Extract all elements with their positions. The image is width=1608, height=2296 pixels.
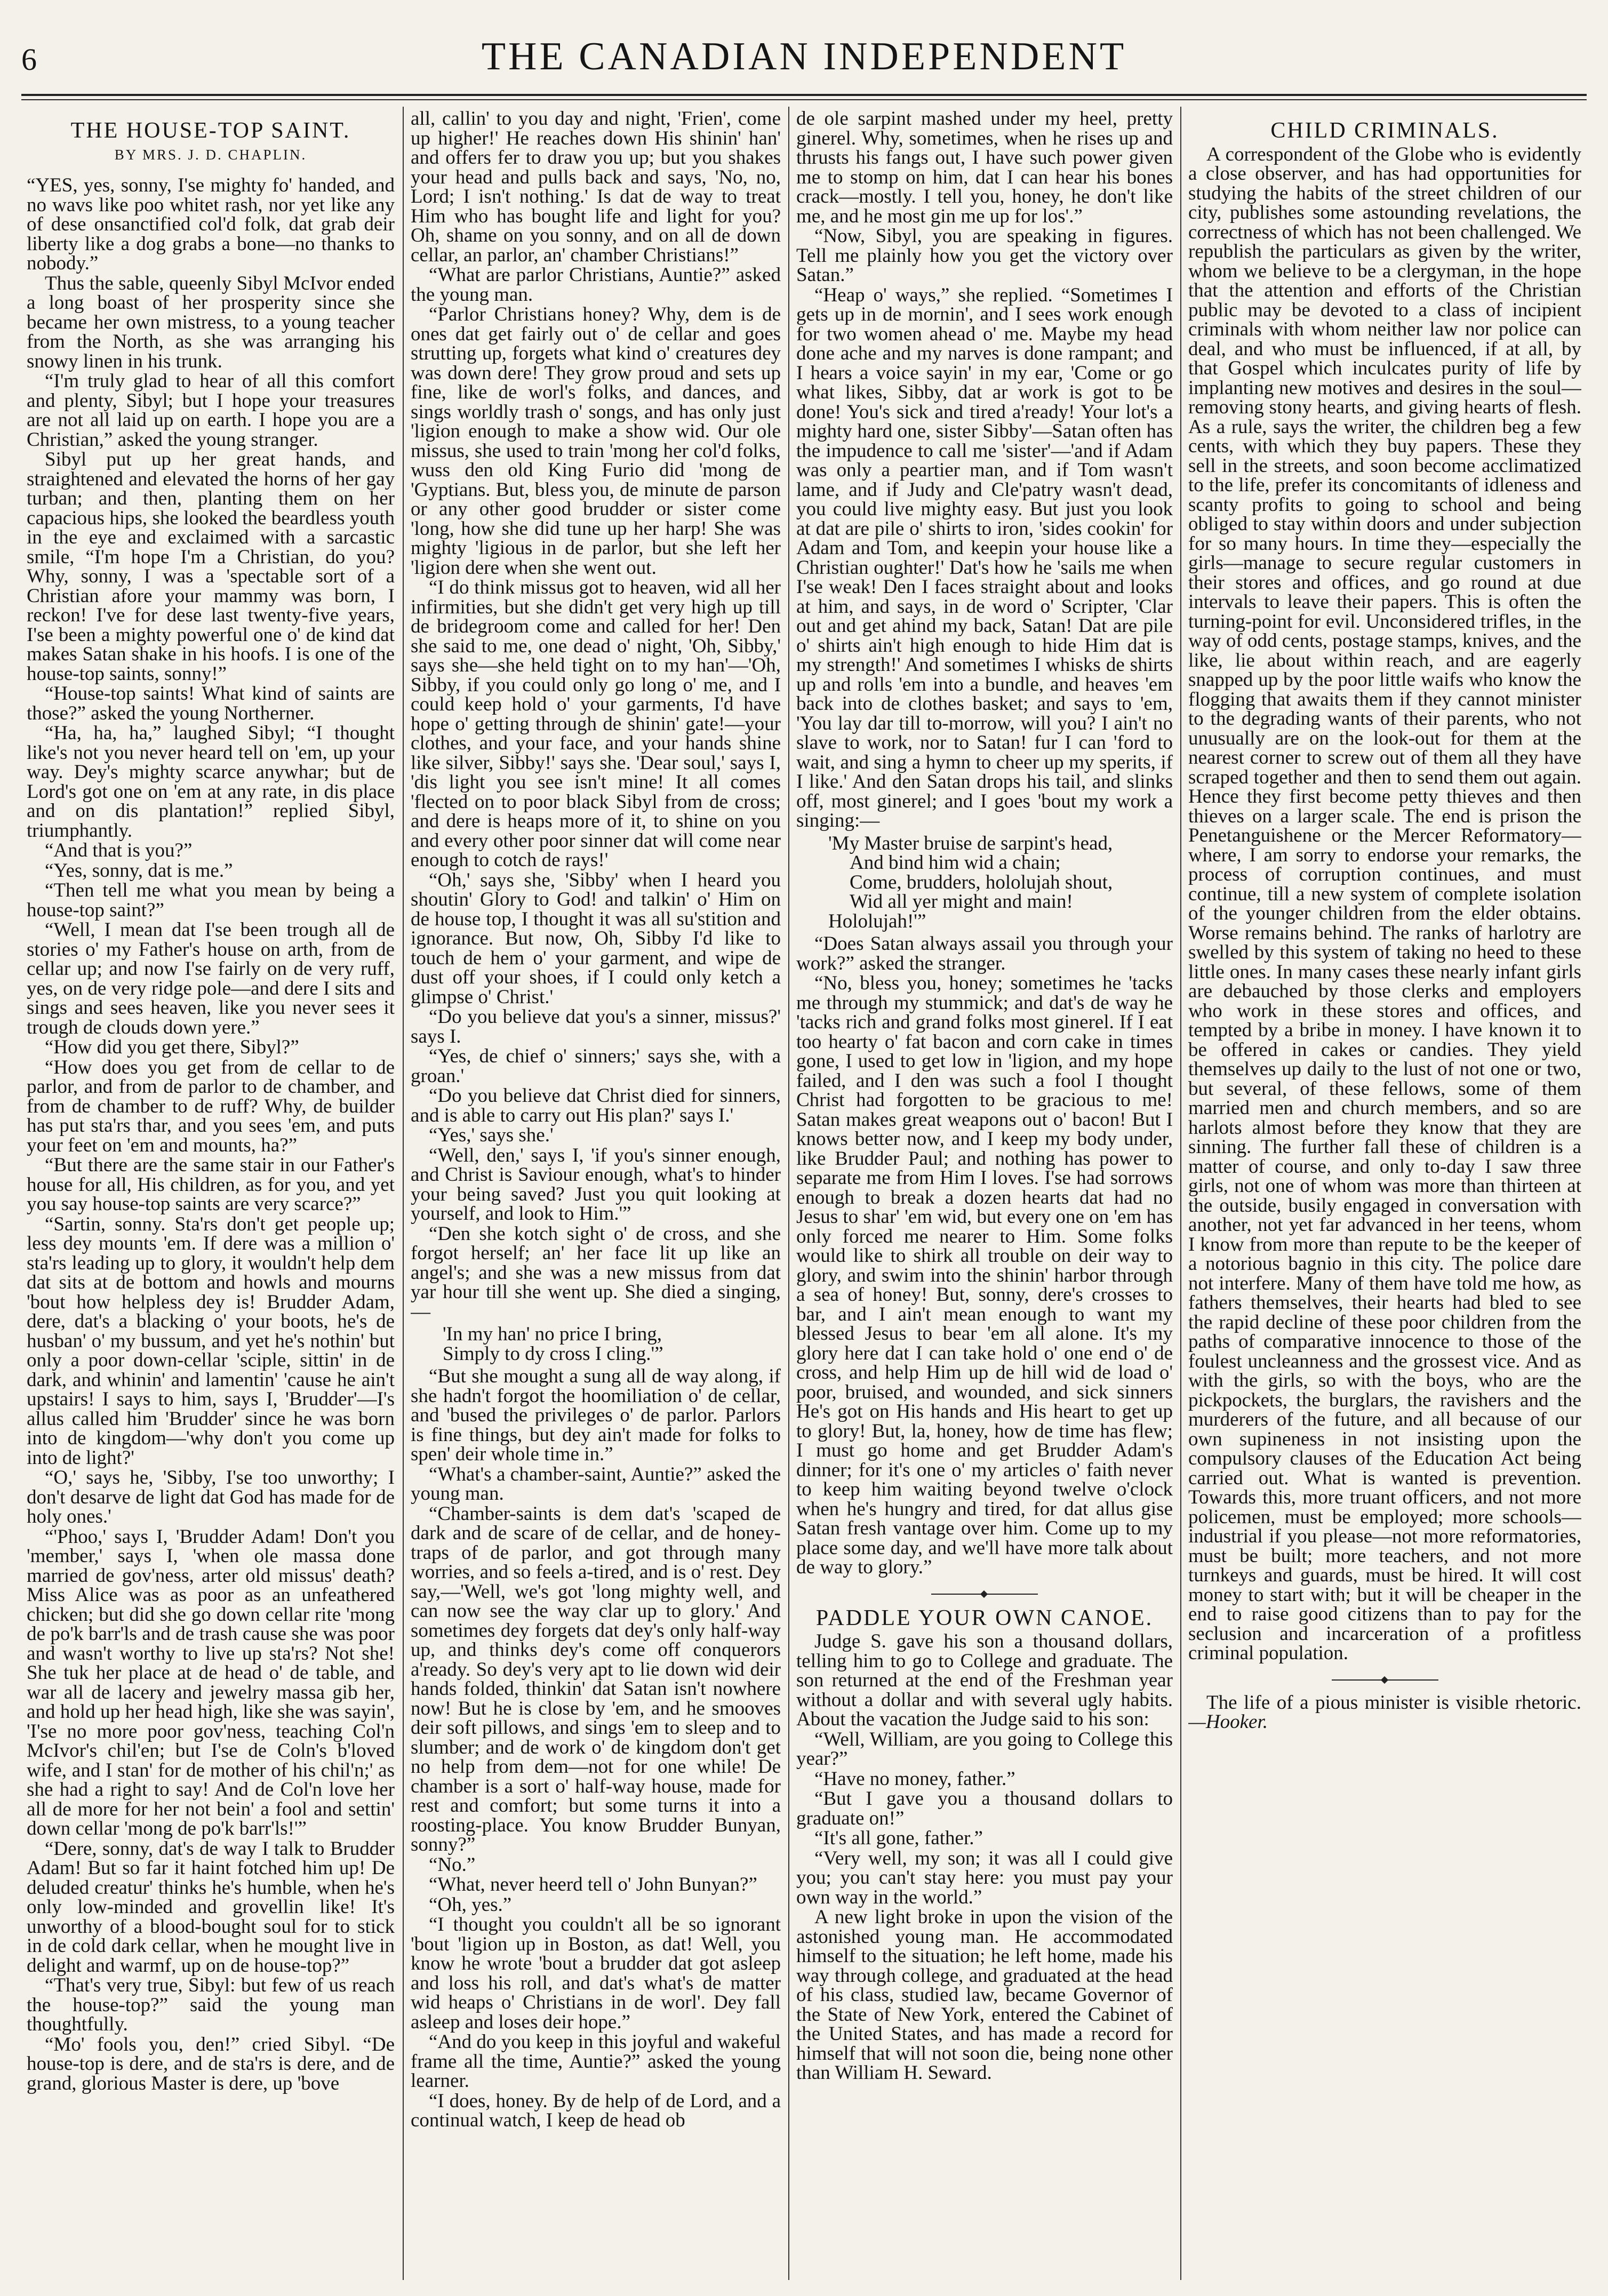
filler-quote — [1188, 1693, 1581, 1732]
header-rule-thin — [21, 99, 1587, 100]
paragraph: “How did you get there, Sibyl?” — [45, 1036, 299, 1058]
filler-quote-text: The life of a pious minister is visible rhetoric. — [1206, 1691, 1581, 1714]
article-body — [27, 176, 395, 2093]
paragraph: “But she mought a sung all de way along, if she hadn't forgot the hoomiliation o' de cellar, and 'bused the privileges o' de parlor. Parlors is fine things, but dey ain't made for folks to spen' deir whole time in.” — [411, 1365, 781, 1465]
paragraph: all, callin' to you day and night, 'Frien', come up higher!' He reaches down His shinin' han' and offers fer to draw you up; but you shakes your head and pulls back and says, 'No, no, Lord; I isn't nothing.' Is dat de way to treat Him who has bought life and light for you? Oh, shame on you sonny, and on all de down cellar, an parlor, an' chamber Christians!” — [411, 109, 781, 266]
article-body-paddle-canoe — [796, 1632, 1173, 2083]
paragraph: “Parlor Christians honey? Why, dem is de ones dat get fairly out o' de cellar and goes strutting up, forgets what kind o' creatures dey was down dere! They grow proud and sets up fine, like de worl's folks, and dances, and sings worldly trash o' songs, and has only just 'ligion enough to make a show wid. Our ole missus, she used to train 'mong her col'd folks, wuss den old King Furio did 'mong de 'Gyptians. But, bless you, de minute de parson or any other good brudder or sister come 'long, how she did tune up her harp! She was mighty 'ligious in de parlor, but she left her 'ligion dere when she went out. — [411, 303, 781, 579]
paragraph: “No.” — [429, 1853, 476, 1876]
paragraph: “YES, yes, sonny, I'se mighty fo' handed, and no wavs like poo whitet rash, nor yet like any of dese onsanctified col'd folk, dat grab deir liberty like a dog grabs a bone—no thanks to nobody.” — [27, 174, 395, 274]
paragraph: “It's all gone, father.” — [814, 1827, 983, 1849]
header-rule — [21, 94, 1587, 96]
paragraph: “And do you keep in this joyful and wakeful frame all the time, Auntie?” asked the young learner. — [411, 2031, 781, 2092]
paragraph: “Then tell me what you mean by being a house-top saint?” — [27, 879, 395, 921]
hymn-verse — [828, 834, 1173, 932]
masthead-title: THE CANADIAN INDEPENDENT — [481, 35, 1127, 78]
paragraph: “I do think missus got to heaven, wid all her infirmities, but she didn't get very high up till de bridegroom come and called for her! Den she said to me, one dead o' night, 'Oh, Sibby,' says she—she held tight on to my han'—'Oh, Sibby, if you could only go long o' me, and I could keep hold o' your garments, I'd have hope o' getting through de shinin' gate!—your clothes, and your face, and your hands shine like silver, Sibby!' says she. 'Dear soul,' says I, 'dis light you see isn't mine! It all comes 'flected on to poor black Sibyl from de cross; and dere is heaps more of it, to shine on you and every other poor sinner dat will come near enough to cotch de rays!' — [411, 577, 781, 871]
article-body-child-criminals — [1188, 145, 1581, 1663]
paragraph: “Oh, yes.” — [429, 1893, 512, 1916]
paragraph: “What, never heerd tell o' John Bunyan?” — [429, 1874, 757, 1895]
paragraph: “Do you believe dat Christ died for sinners, and is able to carry out His plan?' says I.' — [411, 1085, 781, 1126]
paragraph: “I thought you couldn't all be so ignorant 'bout 'ligion up in Boston, as dat! Well, you know he wrote 'bout a brudder dat got asleep and loss his roll, and dat's what's de matter wid heaps o' Christians in de worl'. Dey fall asleep and loses deir hope.” — [411, 1914, 781, 2033]
paragraph: “Well, den,' says I, 'if you's sinner enough, and Christ is Saviour enough, what's to hinder your being saved? Just you quit looking at yourself, and look to Him.'” — [411, 1144, 781, 1225]
column-3 — [796, 109, 1173, 2280]
paragraph: “Do you believe dat you's a sinner, missus?' says I. — [411, 1006, 781, 1047]
column-1 — [27, 109, 395, 2280]
paragraph: Thus the sable, queenly Sibyl McIvor ended a long boast of her prosperity since she became her own mistress, to a young teacher from the North, as she was arranging his snowy linen in his trunk. — [27, 272, 395, 372]
paragraph: “Does Satan always assail you through your work?” asked the stranger. — [796, 933, 1173, 974]
paragraph: Judge S. gave his son a thousand dollars, telling him to go to College and graduate. The son returned at the end of the Freshman year without a dollar and with several ugly habits. About the vacation the Judge said to his son: — [796, 1630, 1173, 1730]
verse-line: 'My Master bruise de sarpint's head, — [828, 832, 1113, 854]
paragraph: de ole sarpint mashed under my heel, pretty ginerel. Why, sometimes, when he rises up and thrusts his fangs out, I have such power given me to stomp on him, dat I can hear his bones crack—mostly. I tell you, honey, he don't like me, and he most gin me up for los'.” — [796, 109, 1173, 227]
paragraph: “What's a chamber-saint, Auntie?” asked the young man. — [411, 1463, 781, 1505]
paragraph: “'Phoo,' says I, 'Brudder Adam! Don't you 'member,' says I, 'when ole massa done married de gov'ness, arter old missus' death? Miss Alice was as poor as an unfeathered chicken; but did she go down cellar rite 'mong de po'k barr'ls and de trash cause she was poor and wasn't worthy to live up sta'rs? Not she! She tuk her place at de head o' de table, and war all de lacery and jewelry massa gib her, and hold up her head high, like she was sayin', 'I'se no more poor gov'ness, teaching Col'n McIvor's chil'en; but I'se de Coln's b'loved wife, and I stan' for de mother of his chil'n;' as she had a right to say! And de Col'n love her all de more for her not bein' a fool and settin' down cellar 'mong de po'k barr'ls!'” — [27, 1525, 395, 1839]
article-title-paddle-canoe: PADDLE YOUR OWN CANOE. — [815, 1605, 1154, 1630]
column-divider — [403, 107, 404, 2280]
paragraph: “No, bless you, honey; sometimes he 'tacks me through my stummick; and dat's de way he 'tacks rich and grand folks most ginerel. If I eat too hearty o' fat bacon and corn cake in times gone, I used to get low in 'ligion, and my hope failed, and I den was such a fool I thought Christ had forgotten to be gracious to me! Satan makes great weapons out o' bacon! But I knows better now, and I keep my body under, like Brudder Paul; and nothing has power to separate me from Him I loves. I'se had sorrows enough to break a dozen hearts dat had no Jesus to shar' 'em wid, but every one on 'em has only forced me nearer to Him. Some folks would like to shirk all trouble on deir way to glory, and swim into the shinin' harbor through a sea of honey! But, sonny, dere's crosses to bar, and I ain't mean enough to want my blessed Jesus to bear 'em all alone. It's my glory here dat I can take hold o' one end o' de cross, and help Him up de hill wid de load o' poor, bruised, and wounded, and sick sinners He's got on His hands and His heart to get up to glory! But, la, honey, how de time has flew; I must go home and get Brudder Adam's dinner; for it's one o' my articles o' faith never to keep him waiting beyond twelve o'clock when he's hungry and tired, for dat allus gise Satan fresh vantage over him. Come up to my place some day, and we'll have more talk about de way to glory.” — [796, 972, 1173, 1578]
paragraph: A new light broke in upon the vision of the astonished young man. He accommodated himself to the situation; he left home, made his way through college, and graduated at the head of his class, studied law, became Governor of the State of New York, entered the Cabinet of the United States, and has made a record for himself that will not soon die, being none other than William H. Seward. — [796, 1906, 1173, 2084]
paragraph: “Yes,' says she.' — [429, 1124, 554, 1146]
article-title-house-top-saint: THE HOUSE-TOP SAINT. — [70, 118, 351, 143]
paragraph: “Dere, sonny, dat's de way I talk to Brudder Adam! But so far it haint fotched him up! De deluded creatur' thinks he's humble, when he's only low-minded and grovellin like! It's unworthy of a blood-bought soul for to stick in de cold dark cellar, when he mought live in delight and warmf, up on de house-top?” — [27, 1837, 395, 1977]
paragraph: “How does you get from de cellar to de parlor, and from de parlor to de chamber, and from de chamber to de ruff? Why, de builder has put sta'rs thar, and you sees 'em, and puts your feet on 'em and mounts, ha?” — [27, 1056, 395, 1156]
column-divider — [1180, 107, 1181, 2280]
paragraph: “House-top saints! What kind of saints are those?” asked the young Northerner. — [27, 683, 395, 724]
paragraph: A correspondent of the Globe who is evidently a close observer, and has had opportunities for studying the habits of the street children of our city, publishes some astounding revelations, the correctness of which has not been challenged. We republish the particulars as given by the writer, whom we believe to be a clergyman, in the hope that the attention and efforts of the Christian public may be devoted to a class of incipient criminals with whom neither law nor police can deal, and who must be influenced, if at all, by that Gospel which inculcates purity of life by implanting new motives and desires in the soul—removing stony hearts, and giving hearts of flesh. As a rule, says the writer, the children beg a few cents, with which they buy papers. These they sell in the streets, and soon become acclimatized to the life, prefer its concomitants of idleness and scanty profits to going to school and being obliged to stay within doors and under subjection for so many hours. In time they—especially the girls—manage to secure regular customers in their stores and offices, and go round at due intervals to leave their papers. This is often the turning-point for evil. Unconsidered trifles, in the way of odd cents, postage stamps, knives, and the like, lie about within reach, and are eagerly snapped up by the poor little waifs who know the flogging that awaits them if they cannot minister to the degrading wants of their parents, who not unusually are on the look-out for them at the nearest corner to screw out of them all they have scraped together and then to send them out again. Hence they first become petty thieves and then thieves on a larger scale. The end is prison the Penetanguishene or the Mercer Reformatory—where, I am sorry to endorse your remarks, the process of corruption continues, and must continue, till a new system of complete isolation of the younger children from the elder obtains. Worse remains behind. The ranks of harlotry are swelled by this system of taking no heed to these little ones. In many cases these nearly infant girls are debauched by those clerks and employers who work in these stores and offices, and tempted by a bribe in money. I have known it to be offered in cakes or candies. They yield themselves up daily to the lust of not one or two, but several, of these fellows, some of them married men and church members, and so are harlots almost before they know that they are sinning. The further fall these of children is a matter of course, and only to-day I saw three girls, not one of whom was more than thirteen at the outside, busily engaged in conversation with another, not yet far advanced in her teens, whom I know from more than repute to be the keeper of a notorious bagnio in this city. The police dare not interfere. Many of them have told me how, as fathers themselves, their hearts had bled to see the rapid decline of these poor children from the paths of comparative innocence to those of the foulest uncleanness and the grossest vice. And as with the girls, so with the boys, who are the pickpockets, the burglars, the ravishers and the murderers of the future, and all because of our own supineness in not insisting upon the compulsory clauses of the Education Act being carried out. What is wanted is prevention. Towards this, more truant officers, and not more policemen, must be employed; more schools—industrial if you please—not more reformatories, must be built; more teachers, and not more turnkeys and guards, must be hired. It will cost money to start with; but it will be cheaper in the end to raise good citizens than to pay for the seclusion and incarceration of a profitless criminal population. — [1188, 143, 1581, 1664]
paragraph: “And that is you?” — [45, 839, 193, 861]
filler-attribution: —Hooker. — [1188, 1711, 1268, 1733]
paragraph: “Heap o' ways,” she replied. “Sometimes I gets up in de mornin', and I sees work enough for two women ahead o' me. Maybe my head done ache and my narves is done rampant; and I hears a voice sayin' in my ear, 'Come or go what likes, Sibby, dat ar work is got to be done! You's sick and tired a'ready! Your lot's a mighty hard one, sister Sibby'—Satan often has the impudence to call me 'sister'—'and if Adam was only a peartier man, and if Tom wasn't lame, and if Judy and Cle'patry wasn't dead, you could live mighty easy. But just you look at dat are pile o' shirts to iron, 'sides cookin' for Adam and Tom, and keepin your house like a Christian oughter!' Dat's how he 'sails me when I'se weak! Den I faces straight about and looks at him, and says, in de word o' Scripter, 'Clar out and get ahind my back, Satan! Dat are pile o' shirts ain't high enough to hide Him dat is my strength!' And sometimes I whisks de shirts up and rolls 'em into a bundle, and heaves 'em back into de clothes basket; and says to 'em, 'You lay dar till to-morrow, will you? I ain't no slave to work, nor to Satan! fur I can 'ford to wait, and sing a hymn to cheer up my sperits, if I like.' And den Satan drops his tail, and slinks off, most ginerel; and I goes 'bout my work a singing:— — [796, 284, 1173, 831]
verse-line: And bind him wid a chain; — [850, 852, 1061, 874]
hymn-verse — [443, 1325, 781, 1364]
paragraph: “What are parlor Christians, Auntie?” asked the young man. — [411, 264, 781, 306]
column-divider — [788, 107, 789, 2280]
verse-line: Come, brudders, hololujah shout, — [850, 871, 1113, 893]
paragraph: “Now, Sibyl, you are speaking in figures. Tell me plainly how you get the victory over Satan.” — [796, 225, 1173, 286]
column-2 — [411, 109, 781, 2280]
verse-line: Hololujah!'” — [828, 910, 926, 932]
paragraph: “Very well, my son; it was all I could give you; you can't stay here: you must pay your own way in the world.” — [796, 1847, 1173, 1908]
paragraph: “Have no money, father.” — [814, 1767, 1015, 1790]
paragraph: “That's very true, Sibyl: but few of us reach the house-top?” said the young man thoughtfully. — [27, 1974, 395, 2035]
paragraph: “Ha, ha, ha,” laughed Sibyl; “I thought like's not you never heard tell on 'em, up your way. Dey's mighty scarce anywhar; but de Lord's got one on 'em at any rate, in dis place and on dis plantation!” replied Sibyl, triumphantly. — [27, 722, 395, 842]
article-body-continued — [411, 109, 781, 1322]
verse-line: Simply to dy cross I cling.'” — [443, 1342, 663, 1365]
paragraph: Sibyl put up her great hands, and straightened and elevated the horns of her gay turban; and then, planting them on her capacious hips, she looked the beardless youth in the eye and exclaimed with a sarcastic smile, “I'm hope I'm a Christian, do you? Why, sonny, I was a 'spectable sort of a Christian afore your mammy was born, I reckon! I've for dese last twenty-five years, I'se been a mighty powerful one o' de kind dat makes Satan shake in his hoofs. I is one of the house-top saints, sonny!” — [27, 449, 395, 685]
article-title-child-criminals: CHILD CRIMINALS. — [1270, 118, 1499, 143]
section-divider-ornament — [931, 1591, 1038, 1597]
paragraph: “Well, I mean dat I'se been trough all de stories o' my Father's house on arth, from de cellar up; and now I'se fairly on de very ruff, yes, on de very ridge pole—and dere I sits and sings and sees heaven, like you never sees it trough de clouds down yere.” — [27, 919, 395, 1038]
section-divider-ornament — [1332, 1677, 1438, 1683]
column-4 — [1188, 109, 1581, 2280]
paragraph: “O,' says he, 'Sibby, I'se too unworthy; I don't desarve de light dat God has made for de holy ones.' — [27, 1467, 395, 1527]
article-body-continued — [411, 1367, 781, 2131]
paragraph: “But there are the same stair in our Father's house for all, His children, as for you, and yet you say house-top saints are very scarce?” — [27, 1154, 395, 1215]
page-number: 6 — [21, 42, 37, 77]
paragraph: “Yes, de chief o' sinners;' says she, with a groan.' — [411, 1045, 781, 1087]
article-byline: BY MRS. J. D. CHAPLIN. — [114, 146, 307, 163]
paragraph: “I does, honey. By de help of de Lord, and a continual watch, I keep de head ob — [411, 2090, 781, 2131]
paragraph: “Den she kotch sight o' de cross, and she forgot herself; an' her face lit up like an angel's; and she was a new missus from dat yar hour till she went up. She died a singing,— — [411, 1222, 781, 1323]
article-body-continued — [796, 109, 1173, 831]
paragraph: “Chamber-saints is dem dat's 'scaped de dark and de scare of de cellar, and de honey-traps of de parlor, and got through many worries, and so feels a-tired, and is o' rest. Dey say,—'Well, we's got 'long mighty well, and can now see the way clar up to glory.' And sometimes dey forgets dat dey's only half-way up, and thinks dey's come off conquerors a'ready. So dey's very apt to lie down wid deir hands folded, thinkin' dat Satan isn't nowhere now! But he is close by 'em, and he smooves deir soft pillows, and sings 'em to sleep and to slumber; and de work o' de kingdom don't get no help from dem—not for one while! De chamber is a sort o' half-way house, made for rest and comfort; but some turns it into a roosting-place. You know Brudder Bunyan, sonny?” — [411, 1502, 781, 1855]
paragraph: “Mo' fools you, den!” cried Sibyl. “De house-top is dere, and de sta'rs is dere, and de grand, glorious Master is dere, up 'bove — [27, 2033, 395, 2094]
paragraph: “I'm truly glad to hear of all this comfort and plenty, Sibyl; but I hope your treasures are not all laid up on earth. I hope you are a Christian,” asked the young stranger. — [27, 370, 395, 451]
paragraph: “Sartin, sonny. Sta'rs don't get people up; less dey mounts 'em. If dere was a million o' sta'rs leading up to glory, it wouldn't help dem dat sits at de bottom and howls and mourns 'bout how helpless dey is! Brudder Adam, dere, dat's a blacking o' your boots, he's de husban' o' my bussum, and yet he's nothin' but only a poor down-cellar 'sciple, sittin' in de dark, and whinin' and lamentin' 'cause he ain't upstairs! I says to him, says I, 'Brudder'—I's allus called him 'Brudder' since he was born into de kingdom—'why don't you come up into de light?' — [27, 1213, 395, 1469]
paragraph: “Well, William, are you going to College this year?” — [796, 1728, 1173, 1770]
article-body-continued — [796, 934, 1173, 1578]
verse-line: Wid all yer might and main! — [850, 891, 1073, 913]
verse-line: 'In my han' no price I bring, — [443, 1323, 662, 1345]
paragraph: “Oh,' says she, 'Sibby' when I heard you shoutin' Glory to God! and talkin' o' Him on de house top, I thought it was all su'stition and ignorance. But now, Oh, Sibby I'd like to touch de hem o' your garment, and wipe de dust off your shoes, if I could only ketch a glimpse o' Christ.' — [411, 869, 781, 1008]
paragraph: “But I gave you a thousand dollars to graduate on!” — [796, 1788, 1173, 1829]
paragraph: “Yes, sonny, dat is me.” — [45, 859, 233, 882]
